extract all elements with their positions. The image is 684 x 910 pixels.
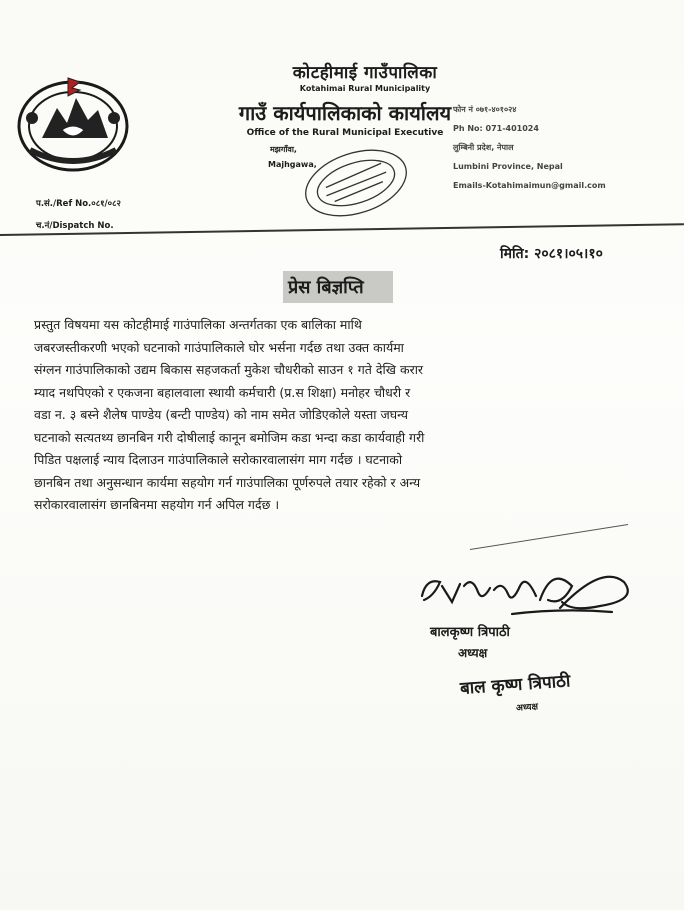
handwritten-signature: [412, 556, 642, 626]
office-name-en: Office of the Rural Municipal Executive: [246, 128, 444, 138]
letter-title: प्रेस बिज्ञप्ति: [288, 277, 364, 298]
letter-date: मिति: २०८१।०५।१०: [500, 246, 603, 262]
body-line: पिडित पक्षलाई न्याय दिलाउन गाउंपालिकाले सरोकारवालासंग माग गर्दछ । घटनाको: [34, 452, 403, 467]
signature-line: [470, 524, 628, 550]
province-en: Lumbini Province, Nepal: [453, 162, 563, 171]
dispatch-number: च.नं/Dispatch No.: [36, 221, 114, 231]
province-np: लुम्बिनी प्रदेश, नेपाल: [453, 143, 514, 152]
letter-body: [34, 314, 654, 517]
name-stamp: बाल कृष्ण त्रिपाठी: [459, 671, 571, 699]
email: Emails-Kotahimaimun@gmail.com: [453, 181, 606, 190]
municipality-name-en: Kotahimai Rural Municipality: [299, 84, 431, 93]
body-line: घटनाको सत्यतथ्य छानबिन गरी दोषीलाई कानून बमोजिम कडा भन्दा कडा कार्यवाही गरी: [34, 429, 425, 445]
role-stamp: अध्यक्ष: [515, 702, 539, 714]
nepal-emblem-seal: [12, 68, 134, 176]
ref-number: प.सं./Ref No.०८१/०८२: [36, 199, 121, 209]
body-line: वडा न. ३ बस्ने शैलेष पाण्डेय (बन्टी पाण्डेय) को नाम समेत जोडिएकोले यस्ता जघन्य: [34, 407, 409, 422]
address-np: मझगाँवा,: [270, 145, 297, 154]
signatory-name: बालकृष्ण त्रिपाठी: [430, 625, 510, 640]
phone-np: फोन नं ०७१-४०१०२४: [453, 105, 517, 114]
body-line: छानबिन तथा अनुसन्धान कार्यमा सहयोग गर्न गाउंपालिका पूर्णरुपले तयार रहेको र अन्य: [34, 474, 421, 490]
body-line: प्रस्तुत विषयमा यस कोटहीमाई गाउंपालिका अन्तर्गतका एक बालिका माथि: [34, 317, 362, 332]
letterhead-center: [205, 60, 485, 138]
municipality-name-np: कोटहीमाई गाउँपालिका: [292, 63, 438, 83]
phone-en: Ph No: 071-401024: [453, 124, 539, 133]
contact-block: [453, 100, 606, 195]
signatory-role: अध्यक्ष: [458, 646, 488, 660]
body-line: जबरजस्तीकरणी भएको घटनाको गाउंपालिकाले घोर भर्सना गर्दछ तथा उक्त कार्यमा: [34, 339, 404, 355]
body-line: म्याद नथपिएको र एकजना बहालवाला स्थायी कर्मचारी (प्र.स शिक्षा) मनोहर चौधरी र: [34, 384, 411, 400]
office-stamp: [296, 142, 416, 224]
office-name-np: गाउँ कार्यपालिकाको कार्यालय: [238, 101, 452, 125]
address-town: Majhgawa,: [268, 160, 317, 169]
body-line: सरोकारवालासंग छानबिनमा सहयोग गर्न अपिल गर्दछ ।: [34, 497, 280, 512]
body-line: संग्लन गाउंपालिकाको उद्यम बिकास सहजकर्ता मुकेश चौधरीको साउन १ गते देखि करार: [34, 362, 424, 377]
